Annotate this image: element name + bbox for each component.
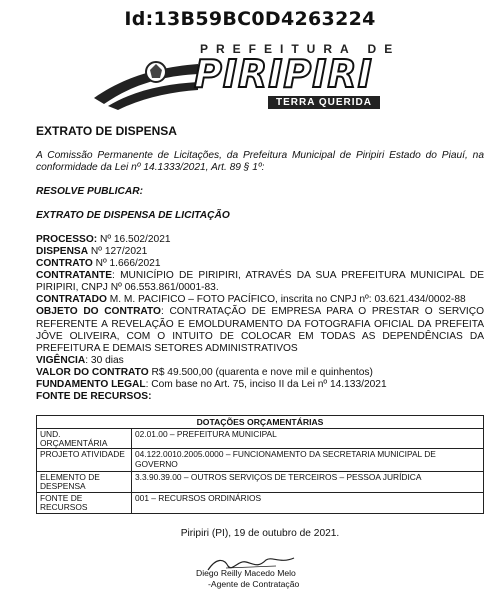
contract-fields [36,234,484,402]
logo-swoosh-icon [90,40,200,114]
field-label: VIGÊNCIA [36,354,86,366]
field-value: : CONTRATAÇÃO DE EMPRESA PARA O PRESTAR O SERVIÇO REFERENTE A REVELAÇÃO E EMOLDURAMENTO DA FOTOGRAFIA OFICIAL DA PREFEITA JÔVE OLIVEIRA, COM O INTUITO DE COLOCAR EM TODAS AS DEPENDÊNCIAS DA PREFEITURA E DEMAIS SETORES ADMINISTRATIVOS [36,306,484,354]
field-label: PROCESSO: [36,234,98,246]
table-cell-label: PROJETO ATIVIDADE [37,449,132,472]
field-dispensa [36,246,484,258]
field-valor [36,367,484,379]
field-value: R$ 49.500,00 (quarenta e nove mil e quinhentos) [148,366,373,378]
field-fundamento [36,379,484,391]
table-row [37,492,484,513]
document-body [36,124,484,598]
field-contrato [36,258,484,270]
logo-slogan: TERRA QUERIDA [268,96,380,109]
table-cell-value: 02.01.00 – PREFEITURA MUNICIPAL [132,428,484,449]
resolve-statement: RESOLVE PUBLICAR: [36,186,143,198]
field-label: OBJETO DO CONTRATO [36,306,161,318]
field-value: : 30 dias [85,354,124,366]
table-cell-label: ELEMENTO DE DESPENSA [37,472,132,493]
document-id: Id:13B59BC0D4263224 [124,8,376,30]
signatory-role: -Agente de Contratação [208,578,300,589]
field-value: Nº 127/2021 [88,246,148,258]
table-title: DOTAÇÕES ORÇAMENTÁRIAS [37,415,484,428]
table-cell-value: 3.3.90.39.00 – OUTROS SERVIÇOS DE TERCEIROS – PESSOA JURÍDICA [132,472,484,493]
table-cell-value: 001 – RECURSOS ORDINÁRIOS [132,492,484,513]
table-cell-label: UND. ORÇAMENTÁRIA [37,428,132,449]
field-processo [36,234,484,246]
table-cell-value: 04.122.0010.2005.0000 – FUNCIONAMENTO DA SECRETARIA MUNICIPAL DE GOVERNO [132,449,484,472]
field-value: : Com base no Art. 75, inciso II da Lei nº 14.133/2021 [145,378,387,390]
field-value: : MUNICÍPIO DE PIRIPIRI, ATRAVÉS DA SUA PREFEITURA MUNICIPAL DE PIRIPIRI, CNPJ Nº 06.553.861/0001-83. [36,270,484,294]
field-label: DISPENSA [36,246,89,258]
field-label: FONTE DE RECURSOS: [36,390,152,402]
logo-city-name: PIRIPIRI [194,52,373,96]
table-row [37,428,484,449]
field-label: VALOR DO CONTRATO [36,366,149,378]
intro-paragraph: A Comissão Permanente de Licitações, da Prefeitura Municipal de Piripiri Estado do Piauí, na conformidade da Lei nº 14.1333/2021, Art. 89 § 1º: [36,150,484,174]
table-row [37,472,484,493]
field-contratante [36,270,484,294]
budget-table [36,415,484,514]
field-vigencia [36,355,484,367]
field-label: CONTRATO [36,258,93,270]
prefeitura-logo [90,40,420,114]
signatory-name: Diego Reilly Macedo Melo [196,567,296,578]
table-header-row [37,415,484,428]
table-row [37,449,484,472]
field-contratado [36,294,484,306]
field-value: Nº 1.666/2021 [92,258,161,270]
page-title: EXTRATO DE DISPENSA [36,124,177,138]
field-label: CONTRATADO [36,294,107,306]
place-and-date: Piripiri (PI), 19 de outubro de 2021. [180,527,340,539]
field-value: M. M. PACIFICO – FOTO PACÍFICO, inscrita no CNPJ nº: 03.621.434/0002-88 [106,294,466,306]
field-objeto [36,306,484,354]
signature-block [36,554,484,598]
table-cell-label: FONTE DE RECURSOS [37,492,132,513]
section-subheading: EXTRATO DE DISPENSA DE LICITAÇÃO [36,210,230,222]
field-value: Nº 16.502/2021 [97,234,171,246]
field-label: CONTRATANTE [36,270,113,282]
field-fonte [36,391,484,403]
field-label: FUNDAMENTO LEGAL [36,378,146,390]
logo-prefix: PREFEITURA DE [200,42,401,56]
